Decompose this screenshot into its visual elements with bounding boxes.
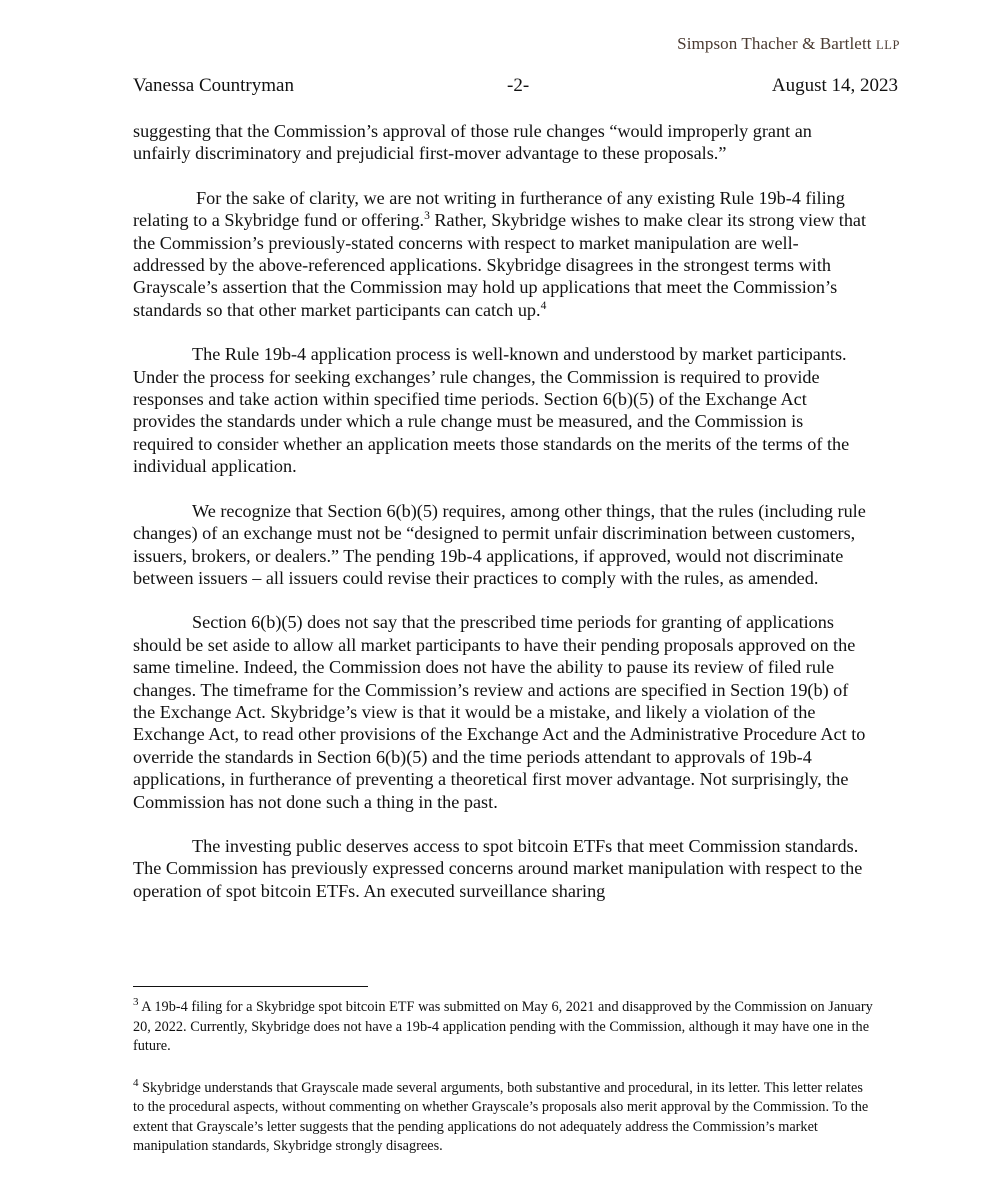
paragraph-investing-public: The investing public deserves access to spot bitcoin ETFs that meet Commission standards. The Commission has previously expressed concerns around market manipulation with respect to the operation of spot bitcoin ETFs. An executed surveillance sharing [133,835,863,901]
paragraph-clarity-text-b: Rather, Skybridge wishes to make clear its strong view that the Commission’s previously-stated concerns with respect to market manipulation are well-addressed by the above-referenced applications. Skybridge disagrees in the strongest terms with Grayscale’s assertion that the Commission may hold up applications that meet the Commission’s standards so that other market participants can catch up. [133,210,867,320]
footnote-number: 3 [133,996,139,1008]
footnote-ref-4: 4 [540,299,547,312]
page-header [133,75,898,101]
letter-date: August 14, 2023 [771,75,898,96]
footnote-3 [133,998,873,1057]
footnote-4 [133,1076,873,1157]
footnote-number: 4 [133,1076,139,1089]
paragraph-continuation: suggesting that the Commission’s approval of those rule changes “would improperly grant an unfairly discriminatory and prejudicial first-mover advantage to these proposals.” [133,121,812,164]
firm-letterhead [677,34,900,54]
paragraph-clarity [133,187,868,321]
addressee: Vanessa Countryman [133,75,294,96]
paragraph-section-6b5: We recognize that Section 6(b)(5) requires, among other things, that the rules (including rule changes) of an exchange must not be “designed to permit unfair discrimination between customers, issuers, brokers, or dealers.” The pending 19b-4 applications, if approved, would not discriminate between issuers – all issuers could revise their practices to comply with the rules, as amended. [133,500,866,588]
firm-name: Simpson Thacher & Bartlett [677,34,872,53]
page-number: -2- [507,75,530,96]
footnote-divider [133,986,368,987]
footnote-text: Skybridge understands that Grayscale made several arguments, both substantive and procedural, in its letter. This letter relates to the procedural aspects, without commenting on whether Grayscale’s proposals also merit approval by the Commission. To the extent that Grayscale’s letter suggests that the pending applications do not adequately address the Commission’s market manipulation standards, Skybridge strongly disagrees. [133,1079,869,1154]
letter-body [133,120,868,924]
firm-suffix: LLP [875,38,900,52]
footnote-text: A 19b-4 filing for a Skybridge spot bitcoin ETF was submitted on May 6, 2021 and disapproved by the Commission on January 20, 2022. Currently, Skybridge does not have a 19b-4 application pending with the Commission, although it may have one in the future. [133,999,873,1054]
paragraph-rule-process: The Rule 19b-4 application process is well-known and understood by market participants. Under the process for seeking exchanges’ rule changes, the Commission is required to provide responses and take action within specified time periods. Section 6(b)(5) of the Exchange Act provides the standards under which a rule change must be measured, and the Commission is required to consider whether an application meets those standards on the merits of the terms of the individual application. [133,344,850,477]
paragraph-time-periods: Section 6(b)(5) does not say that the prescribed time periods for granting of applications should be set aside to allow all market participants to have their pending proposals approved on the same timeline. Indeed, the Commission does not have the ability to pause its review of filed rule changes. The timeframe for the Commission’s review and actions are specified in Section 19(b) of the Exchange Act. Skybridge’s view is that it would be a mistake, and likely a violation of the Exchange Act, to read other provisions of the Exchange Act and the Administrative Procedure Act to override the standards in Section 6(b)(5) and the time periods attendant to approvals of 19b-4 applications, in furtherance of preventing a theoretical first mover advantage. Not surprisingly, the Commission has not done such a thing in the past. [133,612,866,812]
paragraph-clarity-text-a: For the sake of clarity, we are not writing in furtherance of any existing Rule 19b-4 filing relating to a Skybridge fund or offering. [133,187,845,231]
footnotes [133,998,873,1179]
footnote-ref-3: 3 [424,210,430,223]
